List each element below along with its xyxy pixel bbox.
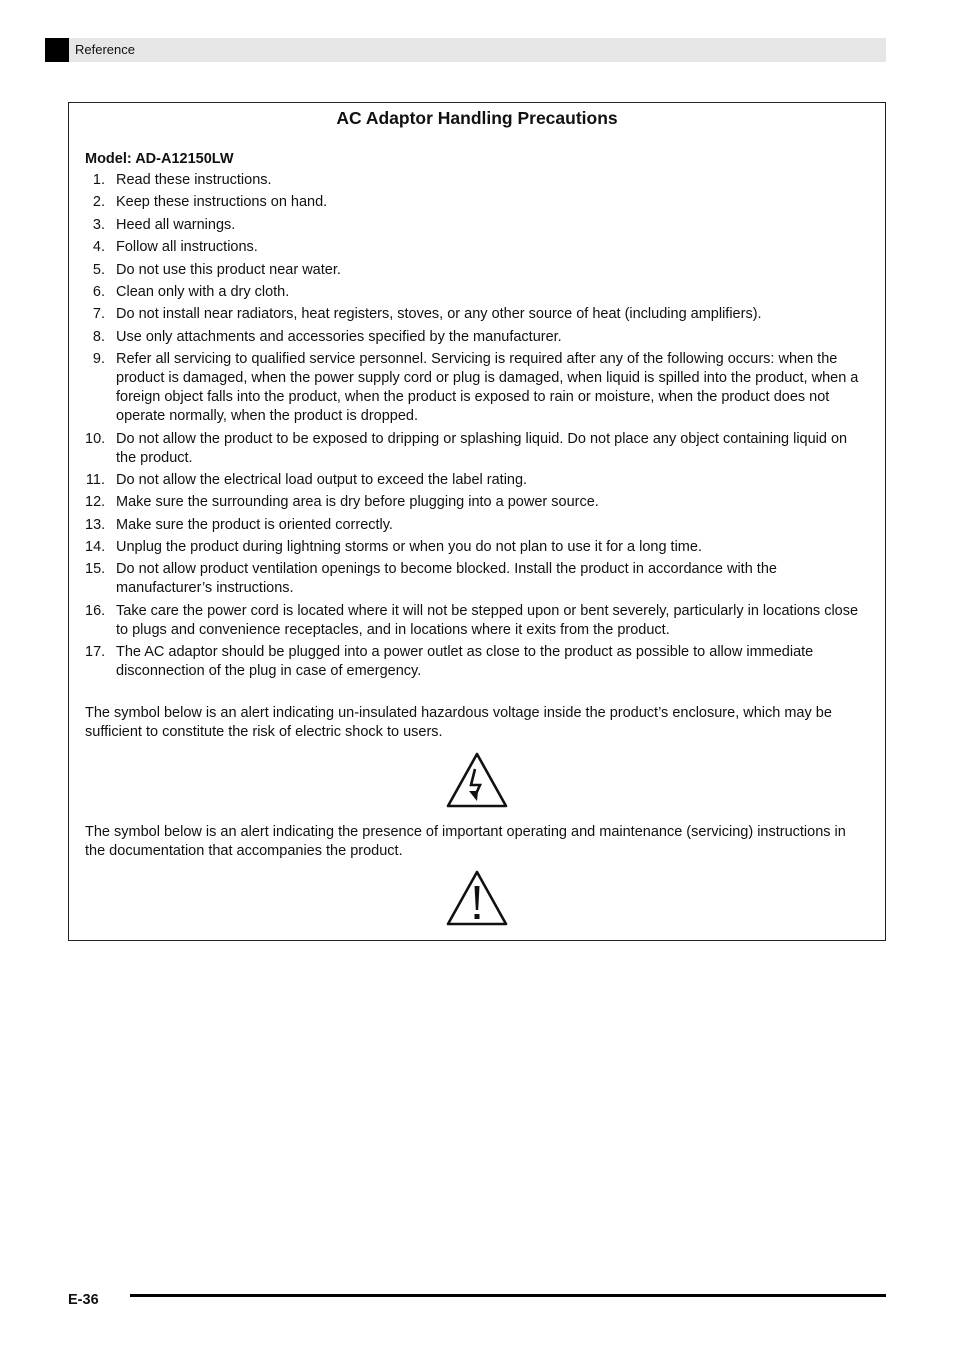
exclamation-warning-icon: [445, 869, 509, 927]
item-text: Refer all servicing to qualified service personnel. Servicing is required after any of the following occurs: when the product is damaged, when the power supply cord or plug is damaged, when liquid is spilled into the product, when a foreign object falls into the product, when the product is exposed to rain or moisture, when the product does not operate normally, when the product is dropped.: [116, 351, 859, 425]
item-text: Do not allow the product to be exposed to dripping or splashing liquid. Do not place any object containing liquid on the product.: [116, 430, 848, 466]
item-number: 3.: [92, 216, 105, 233]
item-text: Heed all warnings.: [116, 216, 236, 233]
section-label: Reference: [75, 42, 135, 57]
item-number: 8.: [92, 328, 105, 345]
lightning-warning-icon: [445, 751, 509, 809]
maintenance-alert-text: The symbol below is an alert indicating the presence of important operating and maintenance (servicing) instructions in the documentation that accompanies the product.: [85, 824, 846, 859]
list-item: [85, 238, 865, 257]
item-text: Make sure the product is oriented correctly.: [116, 516, 393, 533]
list-item: [85, 538, 865, 557]
item-number: 4.: [92, 239, 105, 256]
list-item: [85, 193, 865, 212]
item-number: 14.: [85, 539, 106, 556]
page-number: E-36: [68, 1292, 99, 1308]
item-text: Do not install near radiators, heat registers, stoves, or any other source of heat (including amplifiers).: [116, 306, 762, 323]
item-text: Read these instructions.: [116, 172, 272, 188]
list-item: [85, 216, 865, 235]
section-marker-block: [45, 38, 69, 62]
item-text: Make sure the surrounding area is dry before plugging into a power source.: [116, 494, 599, 511]
list-item: [85, 305, 865, 324]
list-item: [85, 430, 865, 468]
list-item: [85, 560, 865, 598]
list-item: [85, 171, 865, 190]
item-text: Unplug the product during lightning storms or when you do not plan to use it for a long time.: [116, 539, 702, 556]
item-number: 17.: [85, 644, 106, 661]
item-text: Do not use this product near water.: [116, 261, 341, 278]
list-item: [85, 643, 865, 681]
list-item: [85, 471, 865, 490]
item-text: Keep these instructions on hand.: [116, 194, 328, 211]
item-text: Do not allow the electrical load output to exceed the label rating.: [116, 471, 528, 488]
item-number: 2.: [92, 194, 105, 211]
list-item: [85, 350, 865, 426]
item-text: The AC adaptor should be plugged into a power outlet as close to the product as possible to allow immediate disconnection of the plug in case of emergency.: [116, 644, 814, 680]
box-title: AC Adaptor Handling Precautions: [336, 108, 618, 128]
section-header-bar: [45, 38, 886, 62]
item-text: Follow all instructions.: [116, 239, 258, 256]
list-item: [85, 493, 865, 512]
item-number: 13.: [85, 516, 106, 533]
item-text: Use only attachments and accessories specified by the manufacturer.: [116, 328, 562, 345]
item-number: 15.: [85, 561, 106, 578]
list-item: [85, 328, 865, 347]
item-text: Take care the power cord is located where it will not be stepped upon or bent severely, particularly in locations close to plugs and convenience receptacles, and in locations where it exits from the product.: [116, 602, 859, 638]
list-item: [85, 602, 865, 640]
list-item: [85, 516, 865, 535]
precautions-list: [85, 171, 865, 685]
list-item: [85, 283, 865, 302]
item-number: 6.: [92, 283, 105, 300]
item-number: 16.: [85, 602, 106, 619]
precautions-box: [68, 102, 886, 941]
footer-divider: [130, 1294, 886, 1297]
item-number: 9.: [92, 351, 105, 368]
item-number: 12.: [85, 494, 106, 511]
model-label: Model: AD-A12150LW: [85, 151, 234, 167]
item-text: Do not allow product ventilation openings to become blocked. Install the product in accordance with the manufacturer’s instructions.: [116, 561, 777, 597]
voltage-alert-text: The symbol below is an alert indicating un-insulated hazardous voltage inside the product’s enclosure, which may be sufficient to constitute the risk of electric shock to users.: [85, 705, 832, 740]
item-text: Clean only with a dry cloth.: [116, 283, 290, 300]
list-item: [85, 261, 865, 280]
item-number: 10.: [85, 430, 106, 447]
item-number: 1.: [92, 172, 105, 188]
item-number: 5.: [92, 261, 105, 278]
item-number: 7.: [92, 306, 105, 323]
item-number: 11.: [85, 471, 105, 488]
